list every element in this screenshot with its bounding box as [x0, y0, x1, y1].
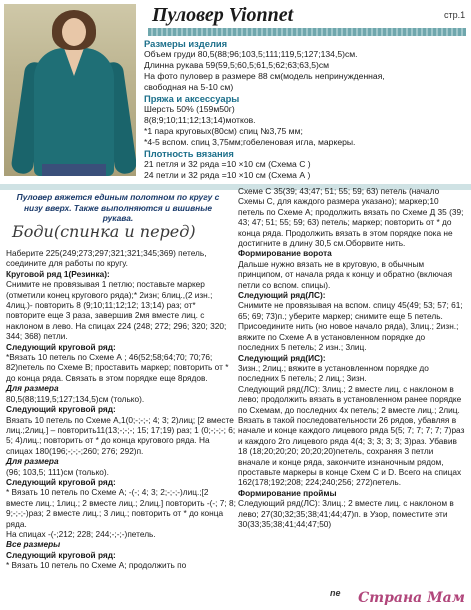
instruction-paragraph: Вязать в такой последовательности 26 рядов, убавляя в начале и конце каждого лицевого ряда 5(5; 7; 7; 7; 7; 7)раз и каждого 2го лицевого ряда 4(4; 3; 3; 3; 3; 3)раз. Убавив 18 (18;20;20;20; 20;20;20)петель, сохраняя 3 петли вначале и конце ряда, закончите изнаночным рядом, проставьте маркеры в конце Схем С и D. Всего на спицах 162(178;192;208; 224;240;256; 272)петель.: [238, 414, 465, 488]
instruction-paragraph: Все размеры: [6, 539, 61, 550]
site-watermark: Страна Мам: [358, 590, 465, 606]
instruction-paragraph: Снимите не провязывая на вспом. спицу 45(49; 53; 57; 61; 65; 69; 73)п.; уберите маркер; снимите еще 5 петель.: [238, 300, 463, 321]
spec-line: свободная на 5-10 см): [144, 82, 234, 92]
instruction-paragraph: Формирование проймы: [238, 487, 337, 498]
instruction-paragraph: На спицах -(-;212; 228; 244;-;-;-)петель.: [6, 528, 156, 539]
instruction-paragraph: Следующий круговой ряд:: [6, 476, 116, 487]
instruction-paragraph: Дальше нужно вязать не в круговую, в обычным принципом, от начала ряда к концу и обратно (включая петли со вспом. спицы).: [238, 258, 453, 290]
instruction-paragraph: Для размера: [6, 456, 59, 467]
instruction-paragraph: (96; 103,5; 111)см (только).: [6, 466, 109, 477]
yarn-heading: Пряжа и аксессуары: [144, 93, 240, 104]
instruction-paragraph: 3изн.; 2лиц.; вяжите в установленном порядке до последних 5 петель; 2 лиц.; 3изн.: [238, 362, 429, 384]
instruction-paragraph: Следующий круговой ряд:: [6, 341, 116, 352]
gauge-heading: Плотность вязания: [144, 148, 234, 159]
page-number: стр.1: [444, 10, 466, 20]
instruction-paragraph: Снимите не провязывая 1 петлю; поставьте маркер (отметили конец кругового ряда);* 2изн; 6лиц.,(2 изн.; 4лиц.)- повторить 8 (9;10;11;12;12; 13;14) раз; от* повторите еще 3 раза, завершив 2мя вместе лиц. с наклоном в лево. На спицах 224 (248; 272; 296; 320; 320; 344; 368) петли.: [6, 279, 227, 342]
spec-line: На фото пуловер в размере 88 см(модель непринужденная,: [144, 71, 385, 81]
right-instructions: [238, 186, 466, 529]
instruction-paragraph: * Вязать 10 петель по Схеме А; -(-; 4; 3; 2;-;-;-)лиц.;[2 вместе лиц.; 1лиц.; 2 вместе лиц.; 2лиц.] повторить -(-; 7; 8; 9;-;-;-)раз; 2 вместе лиц.; 3 лиц.; повторить от * до конца ряда.: [6, 487, 236, 529]
instruction-paragraph: Круговой ряд 1(Резинка):: [6, 268, 110, 279]
spec-line: 21 петля и 32 ряда =10 ×10 см (Схема С ): [144, 159, 311, 169]
spec-line: Шерсть 50% (159м50г): [144, 104, 235, 114]
spec-line: 8(8;9;10;11;12;13;14)мотков.: [144, 115, 256, 125]
title-decor-bar: [148, 28, 466, 36]
spec-line: Длинна рукава 59(59,5;60,5;61,5;62;63;63,5)см: [144, 60, 330, 70]
instruction-paragraph: 80,5(88;119,5;127;134,5)см (только).: [6, 393, 145, 404]
intro-note: Пуловер вяжется единым полотном по кругу с низу вверх. Также выполняются и вшивные рукава.: [16, 192, 220, 223]
instruction-paragraph: Следующий ряд(ЛС): 3лиц.; 2 вместе лиц. с наклоном в лево; 27(30;32;35;38;41;44;47)п. в Узор, поместите эти 30(33;35;38;41;44;47;50): [238, 498, 454, 529]
spec-line: 24 петли и 32 ряда =10 ×10 см (Схема А ): [144, 170, 311, 180]
instruction-paragraph: Следующий ряд(ЛС): 3лиц.; 2 вместе лиц. с наклоном в лево; продолжить вязать в установленном ранее порядке по Схемам, до последних 4х петель; 2 вместе лиц.; 2лиц.: [238, 383, 462, 415]
instruction-paragraph: *Вязать 10 петель по Схеме А ; 46(52;58;64;70; 70;76; 82)петель по Схеме В; проставить маркер; повторить от * до конца ряда. Связать в этом порядке еще 8рядов.: [6, 352, 229, 383]
left-instructions: [6, 248, 236, 571]
page-title: Пуловер Vionnet: [152, 4, 294, 26]
sizes-heading: Размеры изделия: [144, 38, 228, 49]
instruction-paragraph: Вязать 10 петель по Схеме А,1(0;-;-;-; 4; 3; 2)лиц; [2 вместе лиц.;2лиц.] – повторить11(13;-;-;-; 15; 17;19) раз; 1 (0;-;-;-; 6; 5; 4)лиц.; повторить от * до конца кругового ряда. На спицах 180(196;-;-;-;260; 276; 292)п.: [6, 414, 236, 456]
instruction-paragraph: Для размера: [6, 383, 59, 394]
instruction-paragraph: Присоедините нить (но новое начало ряда), 3лиц.; 2изн.; вяжите по Схеме А в установленном порядке до последних 5 петель; 2 изн.; 3лиц.: [238, 321, 459, 353]
spec-line: Объем груди 80,5(88;96;103,5;111;119,5;127;134,5)см.: [144, 49, 358, 59]
section-title: Боди(спинка и перед): [12, 222, 196, 241]
spec-line: *4-5 вспом. спиц 3,75мм;гобеленовая игла, маркеры.: [144, 137, 356, 147]
instruction-paragraph: Следующий круговой ряд:: [6, 549, 116, 560]
instruction-paragraph: Формирование ворота: [238, 248, 332, 259]
model-photo: [4, 4, 136, 176]
instruction-paragraph: * Вязать 10 петель по Схеме А; продолжить по: [6, 560, 187, 571]
instruction-paragraph: Следующий ряд(ИС):: [238, 352, 326, 363]
specs-block: [144, 38, 468, 181]
instruction-paragraph: Следующий ряд(ЛС):: [238, 290, 326, 301]
instruction-paragraph: Наберите 225(249;273;297;321;321;345;369) петель, соедините для работы по кругу.: [6, 248, 207, 269]
spec-line: *1 пара круговых(80см) спиц №3,75 мм;: [144, 126, 303, 136]
instruction-paragraph: Схеме С 35(39; 43;47; 51; 55; 59; 63) петель (начало Схемы С, для каждого размера указано); маркер;10 петель по Схеме А; продолжить вязать по Схеме Д 35 (39; 43; 47; 51; 55; 59; 63) петель; маркер; повторить от * до конца ряда. Продолжить вязать в этом порядке пока не достигните в длину 30,5 см.Оборвите нить.: [238, 186, 464, 249]
instruction-paragraph: Следующий круговой ряд:: [6, 404, 116, 415]
footer-label: ne: [330, 588, 341, 598]
